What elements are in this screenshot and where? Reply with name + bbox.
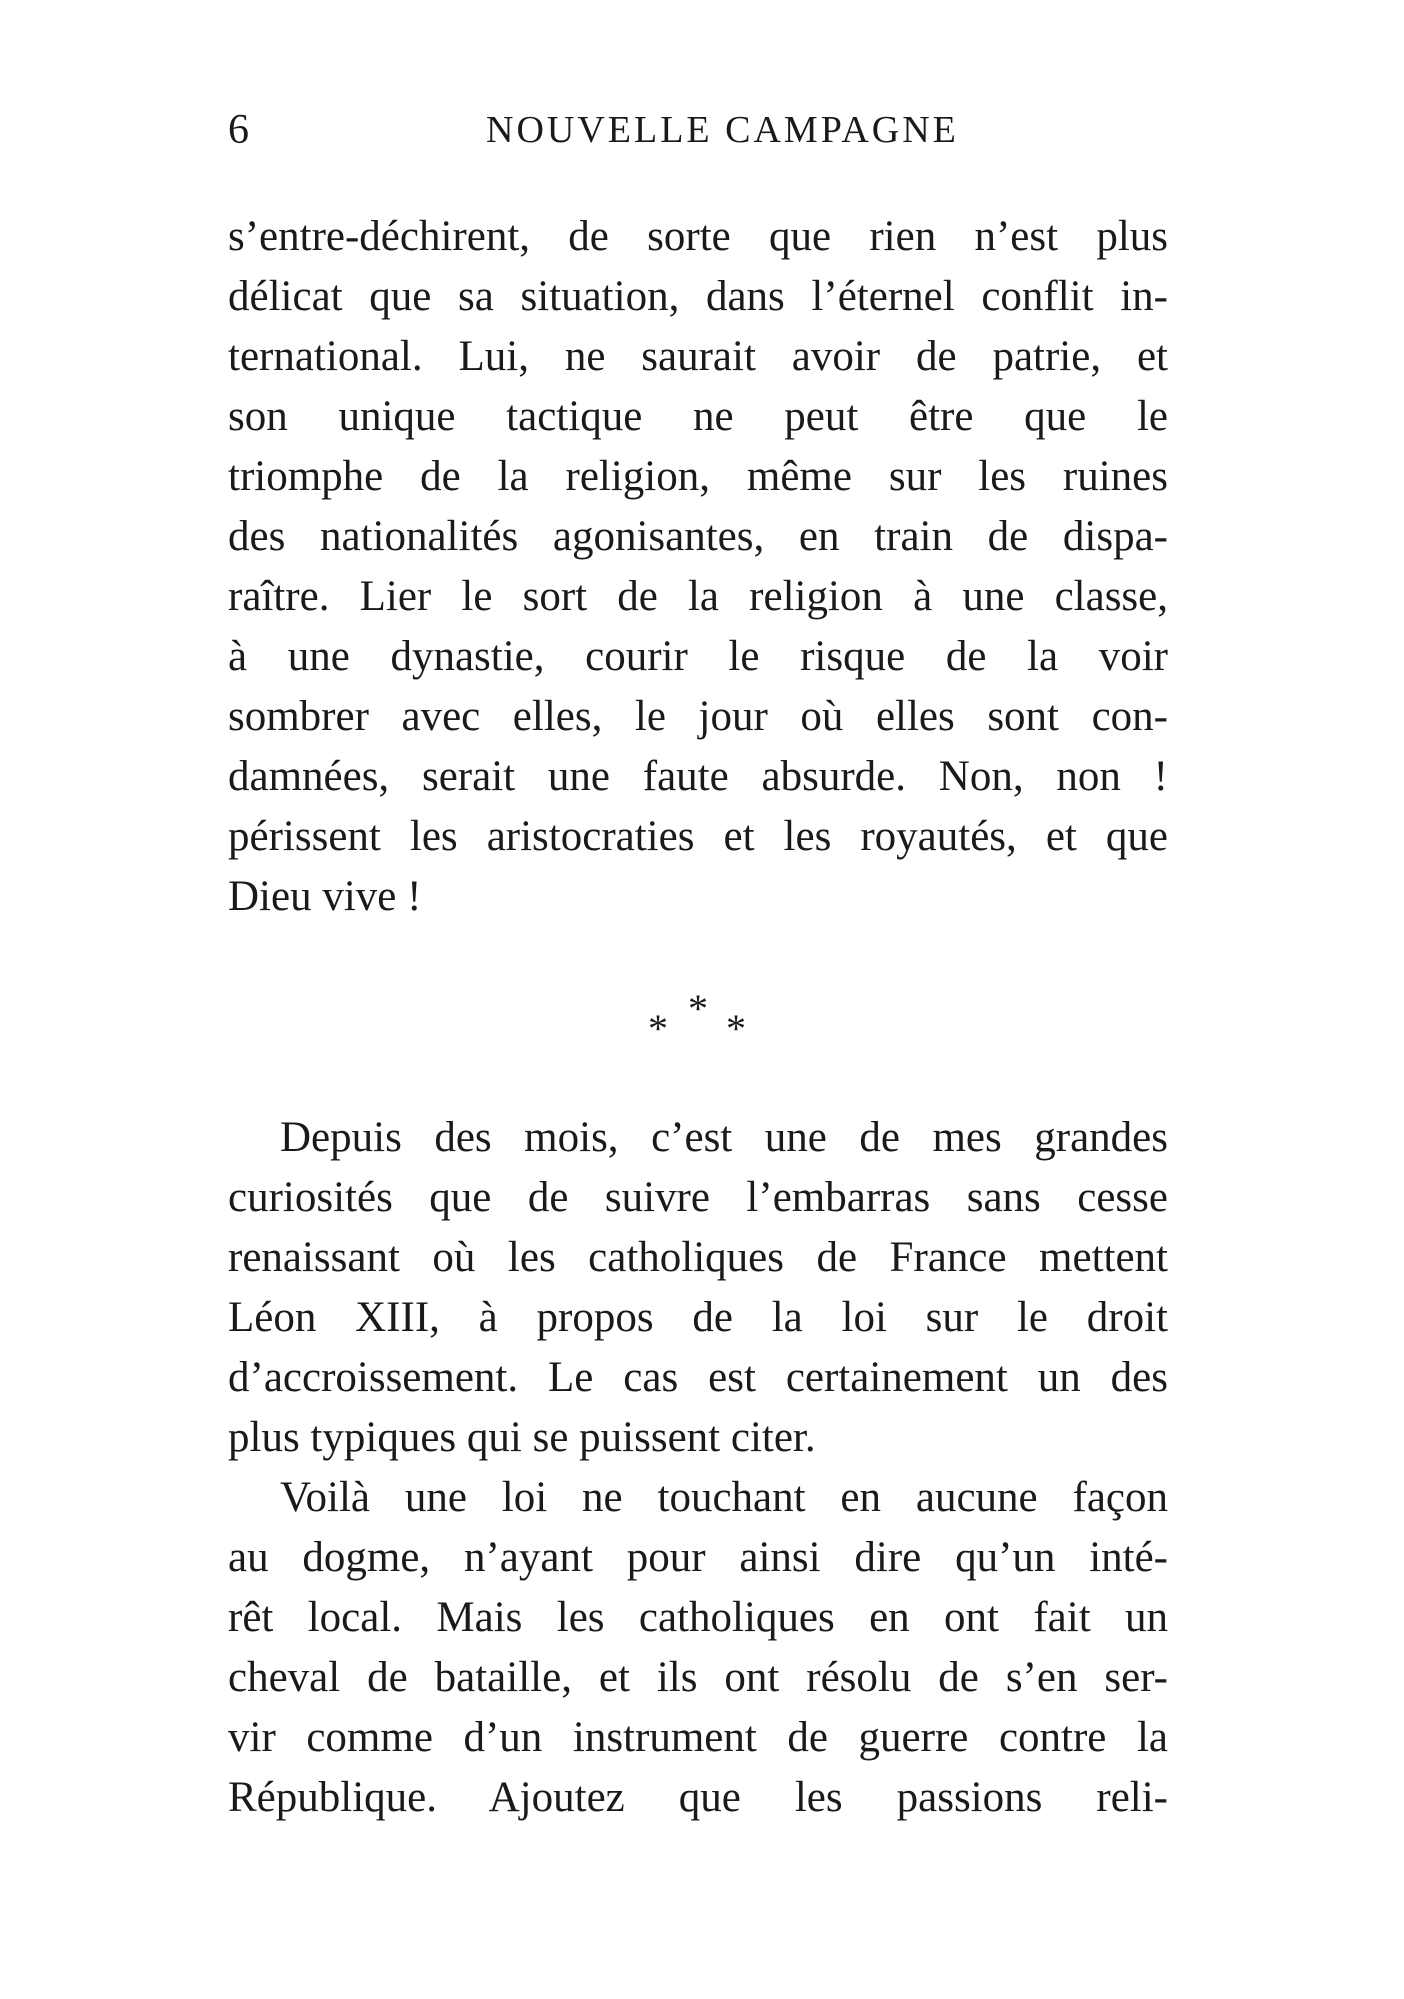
- text-line: renaissant où les catholiques de France mettent: [228, 1234, 1168, 1281]
- section-break-asterism: [630, 985, 780, 1051]
- text-line: des nationalités agonisantes, en train de dispa-: [228, 513, 1168, 560]
- text-line: damnées, serait une faute absurde. Non, non !: [228, 753, 1168, 800]
- text-line: République. Ajoutez que les passions reli-: [228, 1774, 1168, 1821]
- text-line: sombrer avec elles, le jour où elles sont con-: [228, 693, 1168, 740]
- text-line: Dieu vive !: [228, 873, 422, 920]
- text-line: d’accroissement. Le cas est certainement un des: [228, 1354, 1168, 1401]
- text-line: triomphe de la religion, même sur les ruines: [228, 453, 1168, 500]
- text-line: ternational. Lui, ne saurait avoir de patrie, et: [228, 333, 1168, 380]
- text-line: périssent les aristocraties et les royautés, et que: [228, 813, 1168, 860]
- asterisk-left: *: [648, 1006, 668, 1051]
- text-line: au dogme, n’ayant pour ainsi dire qu’un inté-: [228, 1534, 1168, 1581]
- text-line: délicat que sa situation, dans l’éternel conflit in-: [228, 273, 1168, 320]
- text-line: Léon XIII, à propos de la loi sur le droit: [228, 1294, 1168, 1341]
- running-title: NOUVELLE CAMPAGNE: [486, 109, 959, 151]
- paragraph-second: [228, 1108, 1168, 1828]
- text-line: vir comme d’un instrument de guerre contre la: [228, 1714, 1168, 1761]
- text-line: curiosités que de suivre l’embarras sans cesse: [228, 1174, 1168, 1221]
- text-line: plus typiques qui se puissent citer.: [228, 1414, 816, 1461]
- running-head: [228, 100, 1168, 160]
- text-line: rêt local. Mais les catholiques en ont fait un: [228, 1594, 1168, 1641]
- text-line: cheval de bataille, et ils ont résolu de s’en ser-: [228, 1654, 1168, 1701]
- asterisk-top: *: [688, 986, 708, 1031]
- paragraph-first: [228, 207, 1168, 927]
- text-line: Voilà une loi ne touchant en aucune façon: [280, 1474, 1168, 1521]
- page-number: 6: [228, 107, 249, 153]
- text-line: s’entre-déchirent, de sorte que rien n’est plus: [228, 213, 1168, 260]
- text-line: raître. Lier le sort de la religion à une classe,: [228, 573, 1168, 620]
- text-line: Depuis des mois, c’est une de mes grandes: [280, 1114, 1168, 1161]
- text-line: à une dynastie, courir le risque de la voir: [228, 633, 1168, 680]
- asterisk-right: *: [726, 1006, 746, 1051]
- text-line: son unique tactique ne peut être que le: [228, 393, 1168, 440]
